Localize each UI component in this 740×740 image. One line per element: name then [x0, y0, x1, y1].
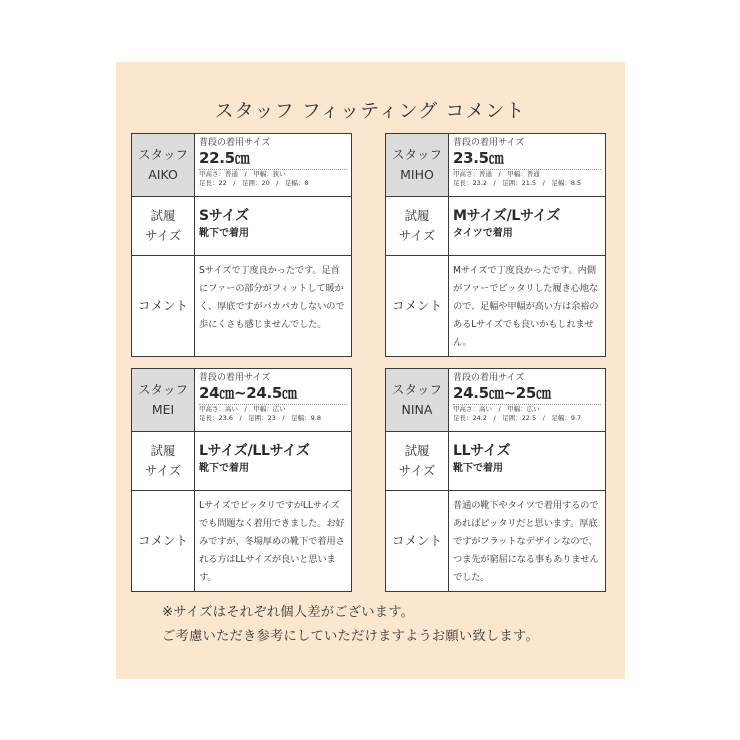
consideration-note: ご考慮いただき参考にしていただけますようお願い致します。 — [162, 629, 539, 644]
tried-label-1: 試履 — [150, 208, 176, 223]
comment-text: 普通の靴下やタイツで着用するのであればピッタリだと思います。厚底ですがフラットなデザインなので、つま先が窮屈になる事もありませんでした。 — [453, 500, 599, 583]
comment-label-cell — [386, 256, 449, 356]
usual-size-value: 22.5㎝ — [199, 149, 250, 167]
tried-label-1: 試履 — [404, 443, 430, 458]
usual-size-label: 普段の着用サイズ — [199, 373, 271, 383]
staff-label-cell — [132, 134, 195, 196]
tried-size-cell — [195, 197, 351, 255]
tried-size-value: Sサイズ — [199, 208, 249, 224]
tried-size-label-cell — [132, 197, 195, 255]
tried-size-cell — [449, 197, 605, 255]
tried-size-row — [386, 197, 605, 256]
staff-name: MIHO — [400, 167, 434, 182]
tried-label-2: サイズ — [398, 463, 436, 478]
foot-measurements-2: 足長：24.2 / 足囲：22.5 / 足幅：9.7 — [453, 414, 582, 422]
comment-label-cell — [132, 256, 195, 356]
comment-label: コメント — [137, 533, 188, 548]
tried-size-cell — [195, 432, 351, 490]
usual-size-cell — [195, 369, 351, 431]
tried-with-value: 靴下で着用 — [199, 463, 249, 474]
foot-measurements-1: 甲高さ：高い / 甲幅：広い — [453, 404, 601, 414]
tried-with-value: 靴下で着用 — [199, 228, 249, 239]
staff-label: スタッフ — [137, 382, 188, 397]
staff-name: MEI — [151, 402, 175, 417]
tried-size-row — [386, 432, 605, 491]
tried-size-row — [132, 197, 351, 256]
foot-measurements-1: 甲高さ：高い / 甲幅：広い — [199, 404, 347, 414]
usual-size-row — [132, 369, 351, 432]
staff-card-miho — [385, 133, 606, 357]
tried-size-row — [132, 432, 351, 491]
foot-measurements-2: 足長：23.6 / 足囲：23 / 足幅：9.8 — [199, 414, 321, 422]
staff-label: スタッフ — [137, 147, 188, 162]
usual-size-row — [132, 134, 351, 197]
usual-size-cell — [449, 369, 605, 431]
tried-size-label-cell — [132, 432, 195, 490]
foot-measurements-1: 甲高さ：普通 / 甲幅：普通 — [453, 169, 601, 179]
tried-label-1: 試履 — [404, 208, 430, 223]
comment-text: Sサイズで丁度良かったです。足首にファーの部分がフィットして暖かく、厚底ですがパカパカしないので歩にくさも感じませんでした。 — [199, 265, 345, 330]
usual-size-value: 24㎝~24.5㎝ — [199, 384, 297, 402]
usual-size-cell — [449, 134, 605, 196]
staff-label-cell — [386, 134, 449, 196]
usual-size-label: 普段の着用サイズ — [199, 138, 271, 148]
usual-size-row — [386, 134, 605, 197]
tried-with-value: タイツで着用 — [453, 228, 513, 239]
comment-text: Mサイズで丁度良かったです。内側がファーでピッタリした履き心地なので、足幅や甲幅が高い方は余裕のあるLサイズでも良いかもしれません。 — [453, 265, 599, 348]
tried-with-value: 靴下で着用 — [453, 463, 503, 474]
usual-size-cell — [195, 134, 351, 196]
comment-label-cell — [132, 491, 195, 591]
staff-label-cell — [132, 369, 195, 431]
tried-size-label-cell — [386, 432, 449, 490]
staff-label: スタッフ — [391, 382, 442, 397]
usual-size-value: 24.5㎝~25㎝ — [453, 384, 551, 402]
usual-size-row — [386, 369, 605, 432]
staff-label: スタッフ — [391, 147, 442, 162]
usual-size-label: 普段の着用サイズ — [453, 138, 525, 148]
staff-name: AIKO — [148, 167, 178, 182]
tried-label-2: サイズ — [144, 228, 182, 243]
tried-size-value: Mサイズ/Lサイズ — [453, 208, 561, 224]
tried-label-2: サイズ — [144, 463, 182, 478]
comment-label: コメント — [391, 533, 442, 548]
comment-row — [386, 491, 605, 591]
staff-card-aiko — [131, 133, 352, 357]
staff-card-nina — [385, 368, 606, 592]
staff-name: NINA — [401, 402, 433, 417]
usual-size-label: 普段の着用サイズ — [453, 373, 525, 383]
tried-size-label-cell — [386, 197, 449, 255]
comment-label: コメント — [137, 298, 188, 313]
tried-size-cell — [449, 432, 605, 490]
tried-label-1: 試履 — [150, 443, 176, 458]
comment-row — [132, 256, 351, 356]
page-title: スタッフ フィッティング コメント — [214, 100, 526, 122]
tried-size-value: LLサイズ — [453, 443, 511, 459]
usual-size-value: 23.5㎝ — [453, 149, 504, 167]
comment-label: コメント — [391, 298, 442, 313]
size-note: ※サイズはそれぞれ個人差がございます。 — [162, 605, 415, 620]
foot-measurements-2: 足長：23.2 / 足囲：21.5 / 足幅：8.5 — [453, 179, 582, 187]
comment-row — [132, 491, 351, 591]
foot-measurements-1: 甲高さ：普通 / 甲幅：狭い — [199, 169, 347, 179]
foot-measurements-2: 足長：22 / 足囲：20 / 足幅：8 — [199, 179, 309, 187]
comment-label-cell — [386, 491, 449, 591]
tried-size-value: Lサイズ/LLサイズ — [199, 443, 310, 459]
staff-card-mei — [131, 368, 352, 592]
comment-row — [386, 256, 605, 356]
tried-label-2: サイズ — [398, 228, 436, 243]
comment-text: LサイズでピッタリですがLLサイズでも問題なく着用できました。お好みですが、冬場厚めの靴下で着用される方はLLサイズが良いと思います。 — [199, 500, 345, 583]
staff-label-cell — [386, 369, 449, 431]
